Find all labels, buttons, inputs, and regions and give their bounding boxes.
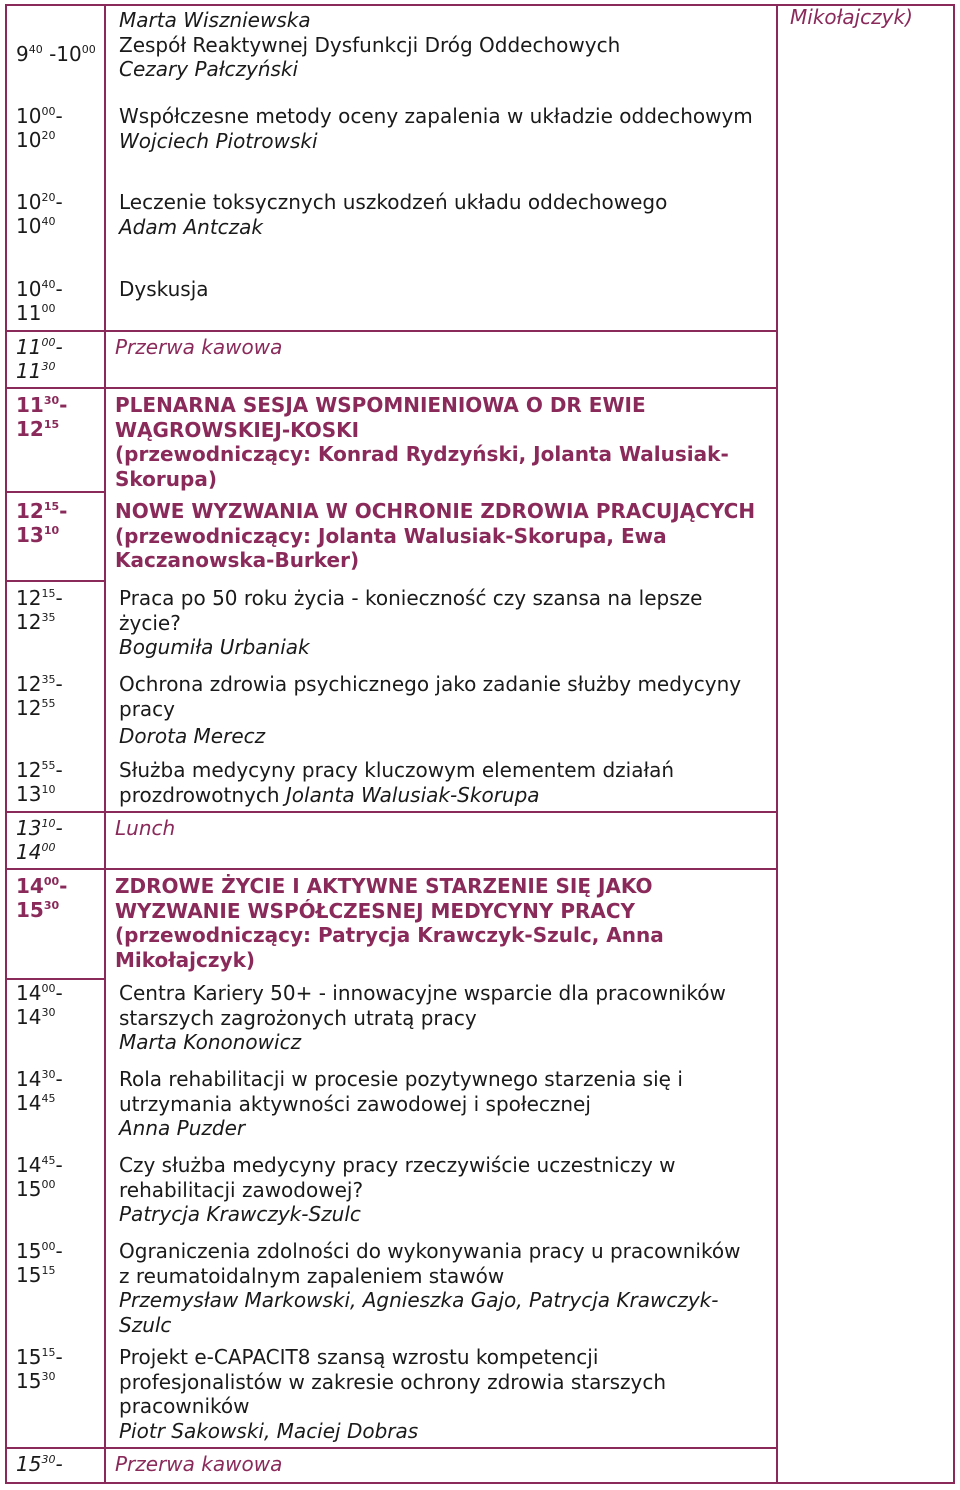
time-slot: $11^{30}-$ $12^{15}$ bbox=[16, 393, 68, 441]
column-divider-time bbox=[104, 4, 106, 1484]
agenda-item bbox=[119, 277, 769, 302]
table-right-border bbox=[953, 4, 955, 1484]
agenda-item bbox=[119, 8, 769, 82]
lead-author: Marta Wiszniewska bbox=[119, 8, 311, 32]
talk-author: Wojciech Piotrowski bbox=[119, 128, 318, 153]
talk-author: Piotr Sakowski, Maciej Dobras bbox=[119, 1418, 419, 1443]
agenda-item bbox=[119, 1345, 769, 1443]
talk-title: Służba medycyny pracy kluczowym elementem działań bbox=[119, 758, 675, 782]
time-slot: $15^{15}-$ $15^{30}$ bbox=[16, 1345, 63, 1393]
time-slot: $12^{35}-$ $12^{55}$ bbox=[16, 672, 63, 720]
row-divider bbox=[5, 330, 778, 332]
session-heading: ZDROWE ŻYCIE I AKTYWNE STARZENIE SIĘ JAKO WYZWANIE WSPÓŁCZESNEJ MEDYCYNY PRACY (przewodniczący: Patrycja Krawczyk-Szulc, Anna Mikołajczyk) bbox=[115, 874, 664, 972]
talk-author: Bogumiła Urbaniak bbox=[119, 635, 310, 659]
time-slot: $12^{15}-$ $12^{35}$ bbox=[16, 586, 63, 634]
time-slot: $14^{00}-$ $14^{30}$ bbox=[16, 981, 63, 1029]
time-slot: $9^{40}$ $-10^{00}$ bbox=[16, 42, 96, 66]
talk-author: Przemysław Markowski, Agnieszka Gajo, Patrycja Krawczyk- bbox=[119, 1288, 719, 1312]
row-divider bbox=[5, 1447, 778, 1449]
lunch-break: Lunch bbox=[115, 816, 176, 840]
row-divider bbox=[5, 580, 106, 582]
table-bottom-border bbox=[5, 1482, 955, 1484]
agenda-item bbox=[119, 1153, 769, 1227]
talk-title: prozdrowotnych bbox=[119, 782, 280, 807]
time-slot: $13^{10}-$ $14^{00}$ bbox=[16, 816, 63, 864]
time-slot: $15^{00}-$ $15^{15}$ bbox=[16, 1239, 63, 1287]
time-slot: $15^{30}-$ bbox=[16, 1452, 63, 1476]
talk-author: Anna Puzder bbox=[119, 1116, 246, 1140]
agenda-item bbox=[119, 672, 769, 749]
row-divider bbox=[5, 868, 778, 870]
talk-title: Współczesne metody oceny zapalenia w układzie oddechowym bbox=[119, 104, 753, 128]
talk-author: Dorota Merecz bbox=[119, 724, 266, 748]
talk-title: Zespół Reaktywnej Dysfunkcji Dróg Oddechowych bbox=[119, 32, 621, 57]
time-slot: $11^{00}-$ $11^{30}$ bbox=[16, 335, 63, 383]
talk-title: Rola rehabilitacji w procesie pozytywnego starzenia się i bbox=[119, 1067, 683, 1091]
row-divider bbox=[5, 491, 106, 493]
column-divider-content bbox=[776, 4, 778, 1484]
talk-title: pracy bbox=[119, 696, 176, 721]
agenda-item bbox=[119, 981, 769, 1055]
agenda-item bbox=[119, 104, 769, 153]
agenda-item bbox=[119, 190, 769, 239]
discussion-label: Dyskusja bbox=[119, 277, 209, 301]
coffee-break: Przerwa kawowa bbox=[115, 1452, 283, 1476]
session-heading: PLENARNA SESJA WSPOMNIENIOWA O DR EWIE WĄGROWSKIEJ-KOSKI (przewodniczący: Konrad Rydzyński, Jolanta Walusiak- Skorupa) bbox=[115, 393, 729, 491]
agenda-item bbox=[119, 1067, 769, 1141]
talk-title: Praca po 50 roku życia - konieczność czy szansa na lepsze bbox=[119, 586, 703, 610]
talk-title: Czy służba medycyny pracy rzeczywiście uczestniczy w bbox=[119, 1153, 676, 1177]
talk-author: Patrycja Krawczyk-Szulc bbox=[119, 1202, 361, 1226]
row-divider bbox=[5, 811, 778, 813]
talk-title: pracowników bbox=[119, 1394, 250, 1418]
coffee-break: Przerwa kawowa bbox=[115, 335, 283, 359]
row-divider bbox=[5, 387, 778, 389]
talk-title: profesjonalistów w zakresie ochrony zdrowia starszych bbox=[119, 1369, 667, 1394]
agenda-item bbox=[119, 1239, 769, 1337]
time-slot: $10^{00}-$ $10^{20}$ bbox=[16, 104, 63, 152]
time-slot: $14^{00}-$ $15^{30}$ bbox=[16, 874, 68, 922]
talk-title: rehabilitacji zawodowej? bbox=[119, 1177, 364, 1202]
talk-author: Cezary Pałczyński bbox=[119, 57, 299, 81]
talk-author: Marta Kononowicz bbox=[119, 1030, 302, 1054]
time-slot: $12^{55}-$ $13^{10}$ bbox=[16, 758, 63, 806]
talk-title: Leczenie toksycznych uszkodzeń układu oddechowego bbox=[119, 190, 668, 214]
talk-title: Ograniczenia zdolności do wykonywania pracy u pracowników bbox=[119, 1239, 741, 1263]
row-divider bbox=[5, 978, 106, 980]
session-heading: NOWE WYZWANIA W OCHRONIE ZDROWIA PRACUJĄCYCH (przewodniczący: Jolanta Walusiak-Skorupa, Ewa Kaczanowska-Burker) bbox=[115, 499, 756, 572]
talk-title: z reumatoidalnym zapaleniem stawów bbox=[119, 1263, 505, 1288]
talk-title: starszych zagrożonych utratą pracy bbox=[119, 1005, 477, 1030]
talk-author: Szulc bbox=[119, 1312, 172, 1337]
previous-page-continuation: Mikołajczyk) bbox=[790, 5, 913, 29]
talk-title: Centra Kariery 50+ - innowacyjne wsparcie dla pracowników bbox=[119, 981, 726, 1005]
time-slot: $10^{40}-$ $11^{00}$ bbox=[16, 277, 63, 325]
agenda-item bbox=[119, 586, 769, 660]
time-slot: $14^{45}-$ $15^{00}$ bbox=[16, 1153, 63, 1201]
talk-title: życie? bbox=[119, 610, 181, 635]
talk-title: utrzymania aktywności zawodowej i społecznej bbox=[119, 1091, 591, 1116]
talk-title: Projekt e-CAPACIT8 szansą wzrostu kompetencji bbox=[119, 1345, 599, 1369]
agenda-item bbox=[119, 758, 769, 807]
time-slot: $10^{20}-$ $10^{40}$ bbox=[16, 190, 63, 238]
table-left-border bbox=[5, 4, 7, 1484]
talk-author: Adam Antczak bbox=[119, 214, 264, 239]
talk-author: Jolanta Walusiak-Skorupa bbox=[285, 782, 540, 807]
time-slot: $12^{15}-$ $13^{10}$ bbox=[16, 499, 68, 547]
talk-title: Ochrona zdrowia psychicznego jako zadanie służby medycyny bbox=[119, 672, 742, 696]
time-slot: $14^{30}-$ $14^{45}$ bbox=[16, 1067, 63, 1115]
